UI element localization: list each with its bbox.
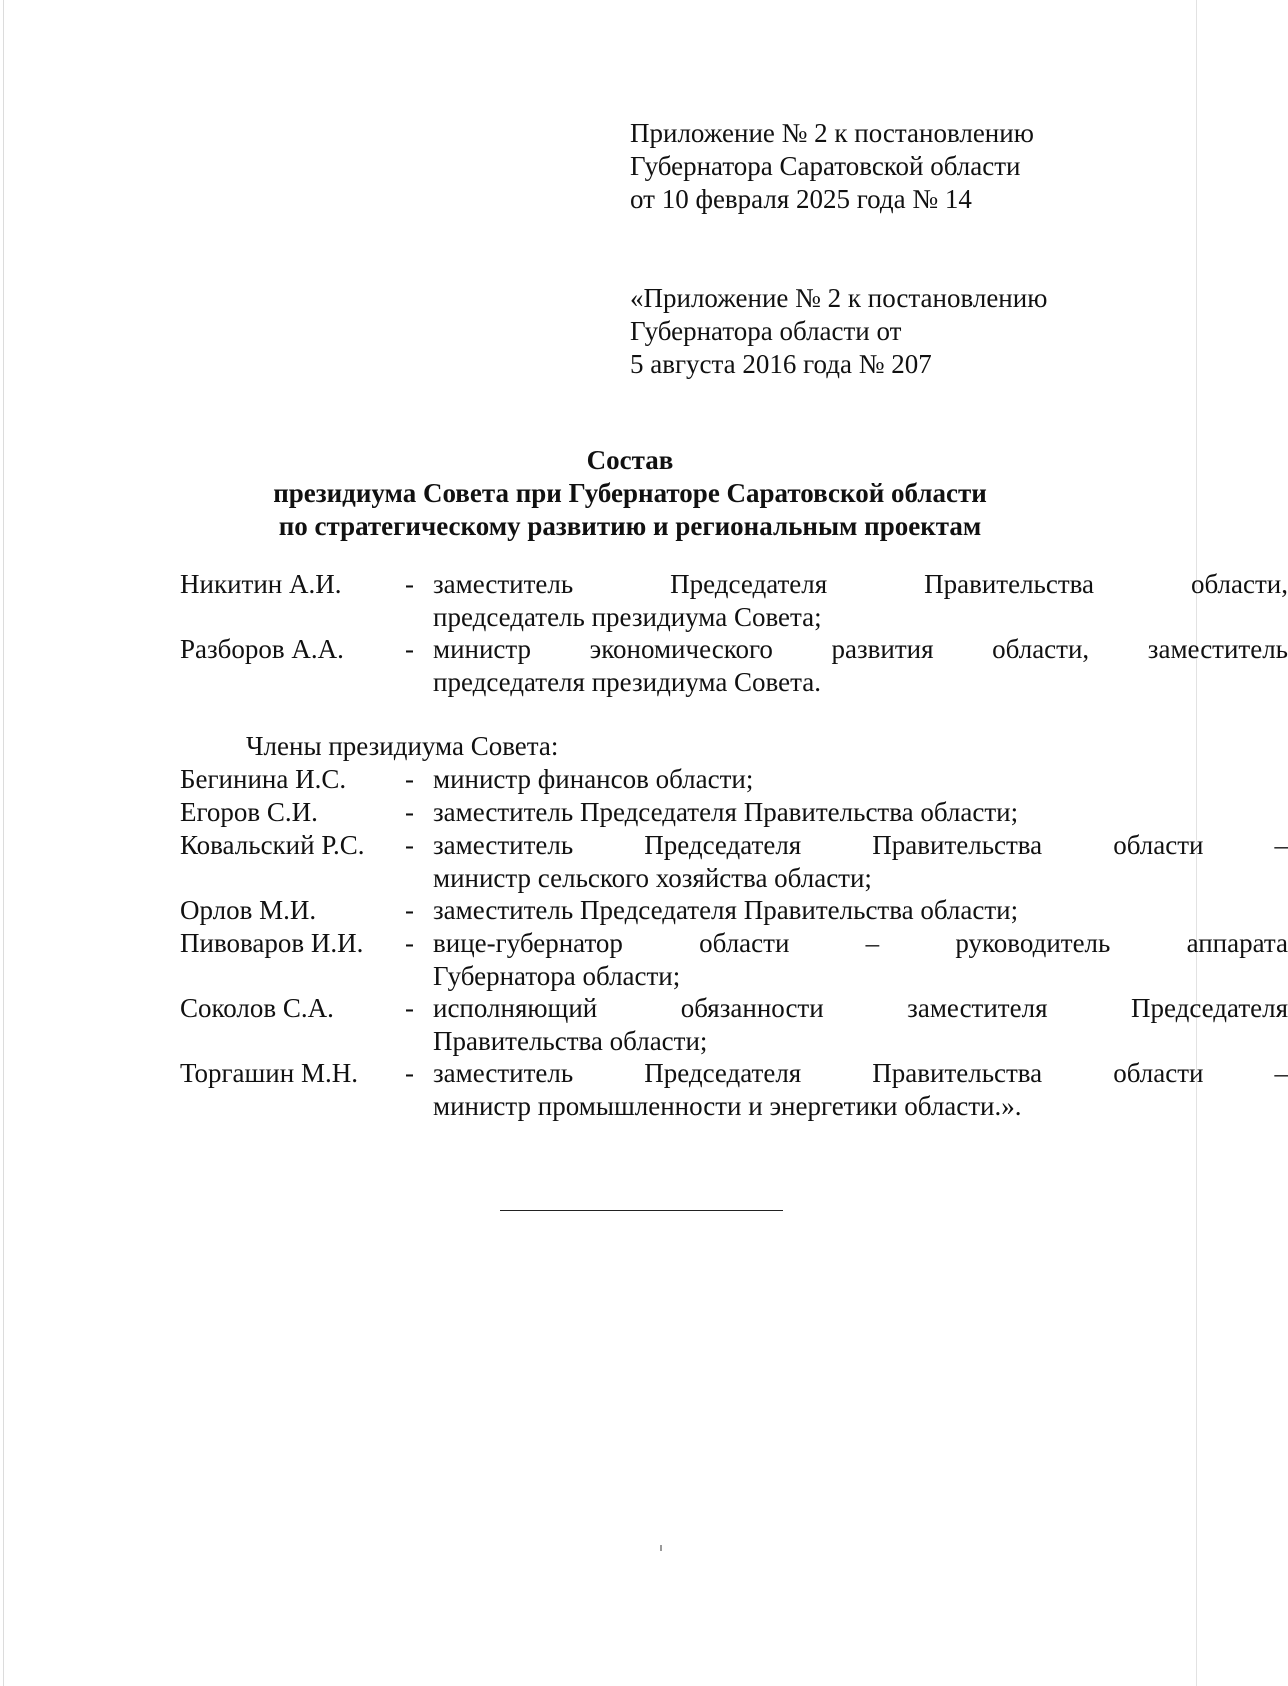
position-line: исполняющий обязанности заместителя Председателя (433, 993, 1288, 1023)
position-line: министр финансов области; (433, 764, 754, 794)
member-name: Орлов М.И. (180, 895, 317, 925)
member-name: Торгашин М.Н. (180, 1058, 358, 1088)
member-position (433, 633, 1288, 698)
position-line: заместитель Председателя Правительства области; (433, 895, 1019, 925)
position-line: председатель президиума Совета; (433, 601, 822, 632)
appendix-original-line: «Приложение № 2 к постановлению (630, 283, 1048, 313)
position-line: заместитель Председателя Правительства области; (433, 797, 1019, 827)
members-heading: Члены президиума Совета: (246, 731, 559, 761)
document-title (180, 444, 1080, 543)
scan-speck (660, 1545, 662, 1551)
dash-separator: - (405, 797, 414, 827)
member-position (433, 796, 1288, 829)
dash-separator: - (405, 569, 414, 599)
position-line: заместитель Председателя Правительства области – (433, 1058, 1288, 1088)
appendix-current-line: от 10 февраля 2025 года № 14 (630, 184, 972, 214)
closing-rule (500, 1210, 783, 1211)
member-name: Ковальский Р.С. (180, 830, 365, 860)
dash-separator: - (405, 928, 414, 958)
scan-edge-left (3, 0, 4, 1686)
appendix-current-line: Губернатора Саратовской области (630, 151, 1021, 181)
appendix-header-original (630, 282, 1047, 381)
member-position (433, 992, 1288, 1057)
member-position (433, 1057, 1288, 1122)
position-line: министр промышленности и энергетики области.». (433, 1090, 1022, 1121)
member-position (433, 927, 1288, 992)
member-position (433, 568, 1288, 633)
member-position (433, 894, 1288, 927)
position-line: министр сельского хозяйства области; (433, 862, 872, 893)
dash-separator: - (405, 993, 414, 1023)
member-name: Соколов С.А. (180, 993, 334, 1023)
member-name: Егоров С.И. (180, 797, 318, 827)
position-line: заместитель Председателя Правительства области – (433, 830, 1288, 860)
position-line: вице-губернатор области – руководитель аппарата (433, 928, 1288, 958)
dash-separator: - (405, 764, 414, 794)
title-line: президиума Совета при Губернаторе Саратовской области (273, 478, 987, 508)
appendix-original-line: 5 августа 2016 года № 207 (630, 349, 932, 379)
position-line: Губернатора области; (433, 960, 681, 991)
dash-separator: - (405, 895, 414, 925)
member-name: Никитин А.И. (180, 569, 342, 599)
member-name: Пивоваров И.И. (180, 928, 364, 958)
appendix-original-line: Губернатора области от (630, 316, 902, 346)
title-line: по стратегическому развитию и региональным проектам (278, 511, 982, 541)
appendix-header-current (630, 117, 1034, 216)
position-line: председателя президиума Совета. (433, 666, 821, 697)
member-name: Разборов А.А. (180, 634, 344, 664)
member-position (433, 829, 1288, 894)
position-line: Правительства области; (433, 1025, 708, 1056)
dash-separator: - (405, 830, 414, 860)
position-line: заместитель Председателя Правительства области, (433, 569, 1288, 599)
member-position (433, 763, 1288, 796)
title-line: Состав (586, 445, 674, 475)
dash-separator: - (405, 1058, 414, 1088)
dash-separator: - (405, 634, 414, 664)
member-name: Бегинина И.С. (180, 764, 347, 794)
appendix-current-line: Приложение № 2 к постановлению (630, 118, 1034, 148)
position-line: министр экономического развития области, заместитель (433, 634, 1288, 664)
